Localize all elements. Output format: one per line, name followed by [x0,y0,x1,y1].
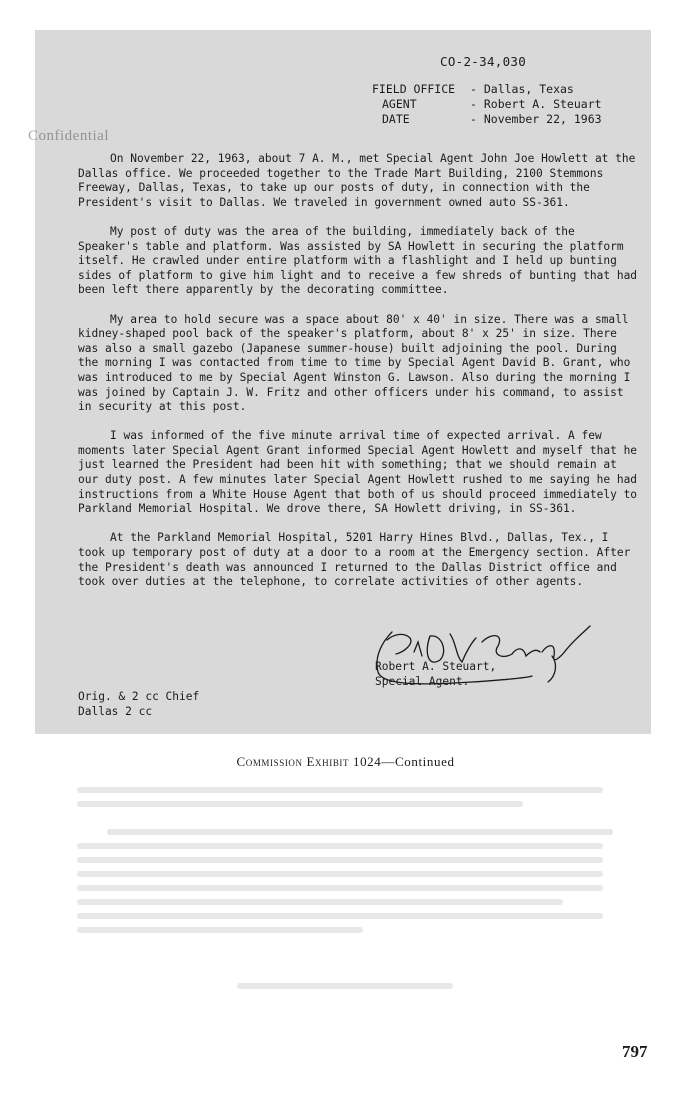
reference-number: CO-2-34,030 [440,54,527,69]
memo-body [78,152,638,604]
paragraph: At the Parkland Memorial Hospital, 5201 Harry Hines Blvd., Dallas, Tex., I took up temporary post of duty at a door to a room at the Emergency section. After the President's death was announced I returned to the Dallas District office and took over duties at the telephone, to correlate activities of other agents. [78,531,631,589]
paragraph: On November 22, 1963, about 7 A. M., met Special Agent John Joe Howlett at the Dallas office. We proceeded together to the Trade Mart Building, 2100 Stemmons Freeway, Dallas, Texas, to take up our posts of duty, in connection with the President's visit to Dallas. We traveled in government owned auto SS-361. [78,152,636,209]
header-label: AGENT [382,97,417,111]
page-number: 797 [622,1042,648,1061]
exhibit-caption [0,754,691,770]
paragraph: My post of duty was the area of the building, immediately back of the Speaker's table and platform. Was assisted by SA Howlett in securing the platform itself. He crawled under entire platform with a flashlight and I held up bunting sides of platform to give him light and to receive a few shreds of bunting that had been left there apparently by the decorating committee. [78,224,638,297]
memo-header [372,82,602,127]
header-value: - November 22, 1963 [470,112,602,126]
signature-block [375,660,496,689]
confidential-stamp: Confidential [28,128,109,144]
header-value: - Dallas, Texas [470,82,574,96]
header-label: DATE [382,112,410,126]
cc-line: Orig. & 2 cc Chief [78,690,200,703]
caption-title: Commission Exhibit 1024 [236,754,382,769]
paragraph: My area to hold secure was a space about 80' x 40' in size. There was a small kidney-shaped pool back of the speaker's platform, about 8' x 25' in size. There was also a small gazebo (Japanese summer-house) built adjoining the pool. During the morning I was contacted from time to time by Special Agent David B. Grant, who was introduced to me by Special Agent Winston G. Lawson. Also during the morning I was joined by Captain J. W. Fritz and other officers under his command, to assist in security at this post. [78,312,631,414]
cc-line: Dallas 2 cc [78,704,153,718]
header-row-agent [372,97,602,112]
distribution-list [78,690,199,719]
caption-suffix: —Continued [381,754,455,769]
signer-name: Robert A. Steuart, [375,660,497,673]
header-row-date [372,112,602,127]
paragraph: I was informed of the five minute arrival time of expected arrival. A few moments later Special Agent Grant informed Special Agent Howlett and myself that he just learned the President had been hit with something; that we should remain at our duty post. A few minutes later Special Agent Howlett rushed to me saying he had instructions from a White House Agent that both of us should proceed immediately to Parkland Memorial Hospital. We drove there, SA Howlett driving, in SS-361. [78,429,638,516]
signer-title: Special Agent. [375,674,470,688]
header-row-field-office [372,82,602,97]
header-label: FIELD OFFICE [372,82,456,96]
header-value: - Robert A. Steuart [470,97,602,111]
bleed-through-texture [0,780,691,1000]
